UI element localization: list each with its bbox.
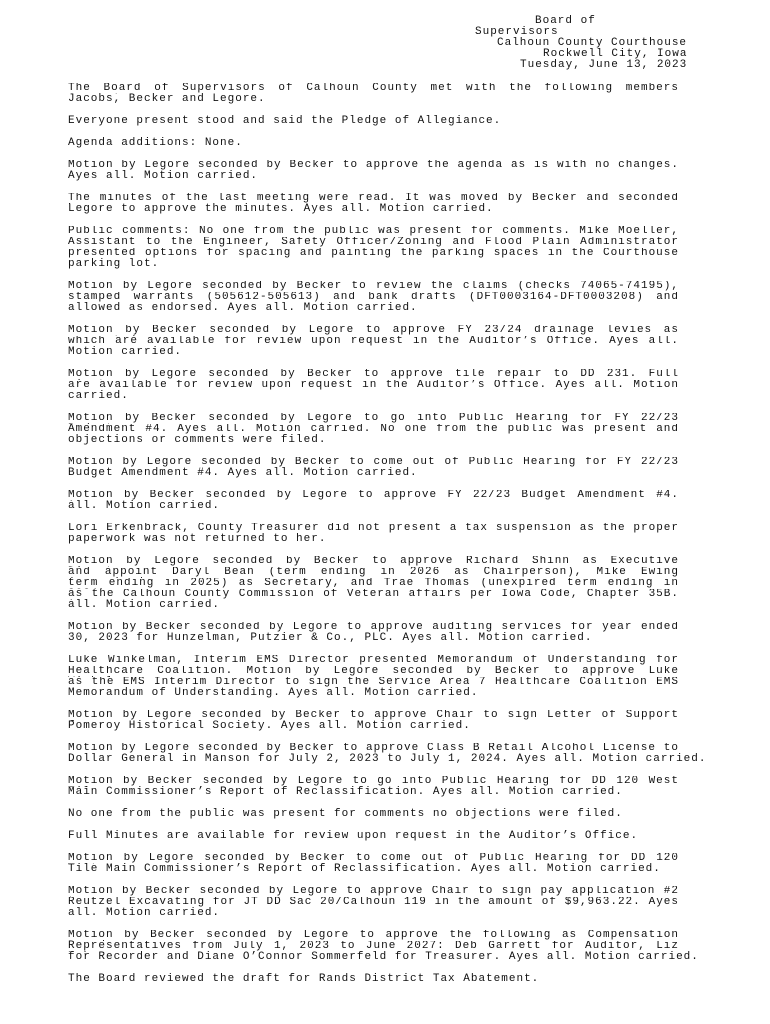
paragraph-line: Motion by Legore seconded by Becker to approve Chair to sign Letter of Support [68, 710, 679, 721]
paragraph-line: Lori Erkenbrack, County Treasurer did not present a tax suspension as the proper [68, 523, 679, 534]
paragraph-line: Motion by Legore seconded by Becker to come out of Public Hearing for FY 22/23 [68, 457, 679, 468]
paragraph-line: all. Motion carried. [68, 500, 221, 512]
minutes-paragraph [68, 523, 679, 545]
minutes-paragraph [68, 369, 679, 402]
paragraph-line: paperwork was not returned to her. [68, 533, 327, 545]
paragraph-line: Dollar General in Manson for July 2, 2023 to July 1, 2024. Ayes all. Motion carried. [68, 753, 707, 765]
paragraph-line: The Board reviewed the draft for Rands District Tax Abatement. [68, 973, 540, 985]
paragraph-line: allowed as endorsed. Ayes all. Motion carried. [68, 302, 418, 314]
paragraph-line: Motion by Becker seconded by Legore to approve Chair to sign pay application #2 [68, 886, 679, 897]
paragraph-line: Memorandum of Understanding. Ayes all. Motion carried. [68, 687, 479, 699]
paragraph-line: Motion by Legore seconded by Becker to approve Richard Shinn as Executive [68, 556, 679, 567]
minutes-paragraph [68, 325, 679, 358]
paragraph-line: for Recorder and Diane O’Connor Sommerfeld for Treasurer. Ayes all. Motion carried. [68, 951, 699, 963]
minutes-paragraph [68, 193, 679, 215]
paragraph-line: parking lot. [68, 258, 160, 270]
paragraph-line: objections or comments were filed. [68, 434, 327, 446]
paragraph-line: which are available for review upon request in the Auditor’s Office. Ayes all. [68, 336, 679, 347]
paragraph-line: and appoint Daryl Bean (term ending in 2026 as Chairperson), Mike Ewing [68, 567, 679, 578]
minutes-paragraph [68, 226, 679, 270]
paragraph-line: Motion by Legore seconded by Becker to approve Class B Retail Alcohol License to [68, 743, 679, 754]
header-line: Calhoun County Courthouse [497, 37, 688, 49]
paragraph-line: Motion by Becker seconded by Legore to approve the following as Compensation [68, 930, 679, 941]
paragraph-line: all. Motion carried. [68, 599, 221, 611]
paragraph-line: Motion carried. [68, 346, 183, 358]
paragraph-line: Jacobs, Becker and Legore. [68, 93, 266, 105]
paragraph-line: Reutzel Excavating for JT DD Sac 20/Calhoun 119 in the amount of $9,963.22. Ayes [68, 897, 679, 908]
minutes-paragraph [68, 83, 679, 105]
paragraph-line: Agenda additions: None. [68, 137, 243, 149]
minutes-paragraph [68, 281, 679, 314]
paragraph-line: are available for review upon request in the Auditor’s Office. Ayes all. Motion [68, 380, 679, 391]
paragraph-line: Main Commissioner’s Report of Reclassification. Ayes all. Motion carried. [68, 786, 623, 798]
minutes-paragraph [68, 776, 679, 798]
minutes-paragraph [68, 930, 699, 963]
paragraph-line: The minutes of the last meeting were read. It was moved by Becker and seconded [68, 193, 679, 204]
paragraph-line: No one from the public was present for comments no objections were filed. [68, 808, 623, 820]
minutes-body [68, 83, 707, 996]
paragraph-line: Ayes all. Motion carried. [68, 170, 259, 182]
paragraph-line: Motion by Becker seconded by Legore to approve auditing services for year ended [68, 622, 679, 633]
minutes-paragraph [68, 457, 679, 479]
minutes-paragraph [68, 116, 679, 127]
header-line: Rockwell City, Iowa [543, 48, 688, 60]
minutes-paragraph [68, 655, 679, 699]
minutes-paragraph [68, 413, 679, 446]
minutes-paragraph [68, 974, 679, 985]
paragraph-line: Representatives from July 1, 2023 to June 2027: Deb Garrett for Auditor, Liz [68, 941, 679, 952]
minutes-paragraph [68, 622, 679, 644]
paragraph-line: Legore to approve the minutes. Ayes all. Motion carried. [68, 203, 494, 215]
paragraph-line: The Board of Supervisors of Calhoun County met with the following members [68, 83, 679, 94]
minutes-paragraph [68, 490, 679, 512]
minutes-paragraph [68, 831, 679, 842]
paragraph-line: stamped warrants (505612-505613) and bank drafts (DFT0003164-DFT0003208) and [68, 292, 679, 303]
paragraph-line: Motion by Becker seconded by Legore to go into Public Hearing for FY 22/23 [68, 413, 679, 424]
paragraph-line: presented options for spacing and painting the parking spaces in the Courthouse [68, 248, 679, 259]
minutes-paragraph [68, 809, 679, 820]
paragraph-line: as the Calhoun County Commission of Veteran affairs per Iowa Code, Chapter 35B. [68, 589, 679, 600]
minutes-paragraph [68, 853, 679, 875]
paragraph-line: Motion by Legore seconded by Becker to review the claims (checks 74065-74195), [68, 281, 679, 292]
paragraph-line: Pomeroy Historical Society. Ayes all. Motion carried. [68, 720, 471, 732]
minutes-paragraph [68, 886, 679, 919]
paragraph-line: Luke Winkelman, Interim EMS Director presented Memorandum of Understanding for [68, 655, 679, 666]
paragraph-line: carried. [68, 390, 129, 402]
paragraph-line: Full Minutes are available for review upon request in the Auditor’s Office. [68, 830, 639, 842]
header-line: Supervisors [475, 26, 559, 38]
paragraph-line: Motion by Becker seconded by Legore to approve FY 22/23 Budget Amendment #4. [68, 490, 679, 501]
paragraph-line: Public comments: No one from the public was present for comments. Mike Moeller, [68, 226, 679, 237]
paragraph-line: Everyone present stood and said the Pledge of Allegiance. [68, 115, 502, 127]
paragraph-line: Amendment #4. Ayes all. Motion carried. No one from the public was present and [68, 424, 679, 435]
paragraph-line: Motion by Legore seconded by Becker to approve the agenda as is with no changes. [68, 160, 679, 171]
paragraph-line: Healthcare Coalition. Motion by Legore seconded by Becker to approve Luke [68, 666, 679, 677]
paragraph-line: Assistant to the Engineer, Safety Officer/Zoning and Flood Plain Administrator [68, 237, 679, 248]
paragraph-line: term ending in 2025) as Secretary, and Trae Thomas (unexpired term ending in [68, 578, 679, 589]
paragraph-line: Budget Amendment #4. Ayes all. Motion carried. [68, 467, 418, 479]
header-line: Board of [535, 15, 596, 27]
paragraph-line: Motion by Becker seconded by Legore to approve FY 23/24 drainage levies as [68, 325, 679, 336]
paragraph-line: Motion by Legore seconded by Becker to come out of Public Hearing for DD 120 [68, 853, 679, 864]
minutes-paragraph [68, 710, 679, 732]
paragraph-line: Motion by Legore seconded by Becker to approve tile repair to DD 231. Full [68, 369, 679, 380]
header-date: Tuesday, June 13, 2023 [520, 59, 688, 71]
minutes-paragraph [68, 138, 679, 149]
paragraph-line: Motion by Becker seconded by Legore to go into Public Hearing for DD 120 West [68, 776, 679, 787]
minutes-paragraph [68, 160, 679, 182]
minutes-paragraph [68, 556, 679, 611]
paragraph-line: Tile Main Commissioner’s Report of Reclassification. Ayes all. Motion carried. [68, 863, 661, 875]
paragraph-line: as the EMS Interim Director to sign the Service Area 7 Healthcare Coalition EMS [68, 677, 679, 688]
paragraph-line: 30, 2023 for Hunzelman, Putzier & Co., PLC. Ayes all. Motion carried. [68, 632, 593, 644]
minutes-paragraph [68, 743, 707, 765]
paragraph-line: all. Motion carried. [68, 907, 221, 919]
